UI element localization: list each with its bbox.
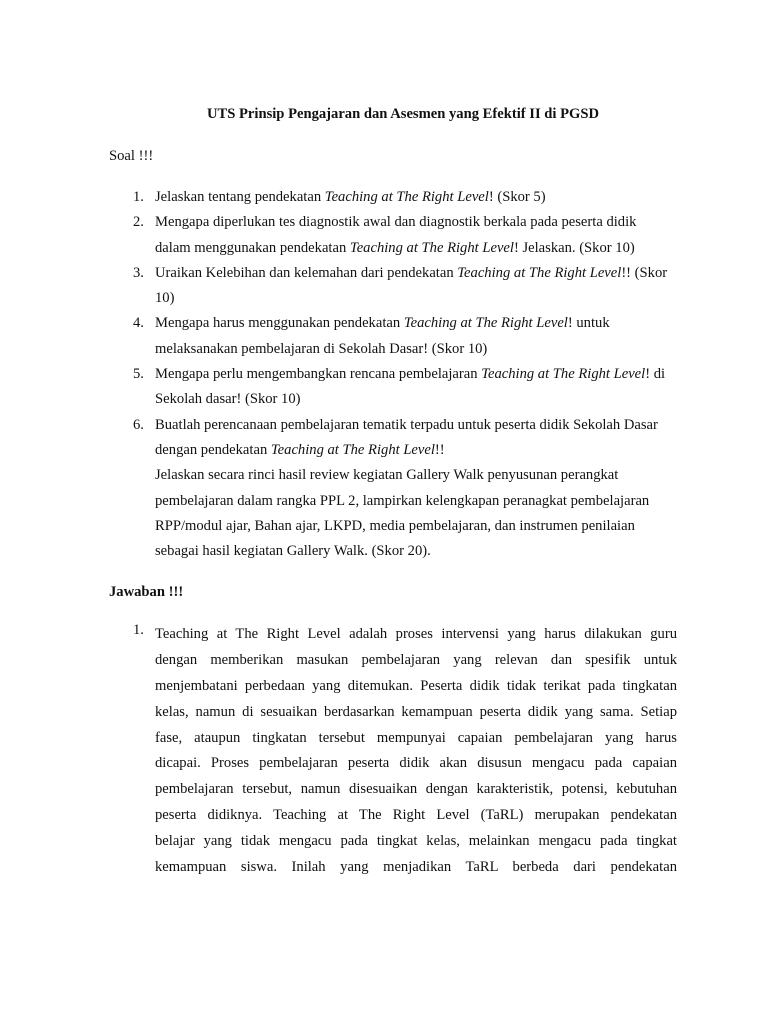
answer-line-text: dicapai. Proses pembelajaran peserta didik akan disusun mengacu pada capaian [155, 755, 677, 772]
question-item [109, 185, 669, 210]
question-italic-text: Teaching at The Right Level [349, 239, 514, 256]
answer-line [155, 855, 677, 881]
question-text-end: ! untuk melaksanakan pembelajaran di Sekolah Dasar! (Skor 10) [155, 315, 610, 357]
answer-line-text: peserta didiknya. Teaching at The Right Level (TaRL) merupakan pendekatan [155, 807, 677, 824]
soal-heading: Soal !!! [109, 148, 154, 164]
question-text: Jelaskan tentang pendekatan [155, 189, 325, 205]
question-text: Mengapa perlu mengembangkan rencana pembelajaran [155, 366, 482, 383]
answer-line [155, 726, 677, 752]
question-number: 4. [133, 315, 144, 332]
question-text-end: ! Jelaskan. (Skor 10) [513, 239, 635, 256]
question-text: Mengapa diperlukan tes diagnostik awal dan diagnostik berkala pada peserta didik dalam menggunakan pendekatan [155, 214, 637, 256]
document-title: UTS Prinsip Pengajaran dan Asesmen yang Efektif II di PGSD [206, 106, 600, 122]
answer-line-text: fase, ataupun tingkatan tersebut mempunyai capaian pembelajaran yang harus [155, 729, 677, 746]
question-text-end: !! [434, 441, 445, 458]
question-number: 3. [133, 264, 144, 281]
question-italic-text: Teaching at The Right Level [481, 366, 646, 383]
answer-list [109, 622, 677, 881]
question-text: Mengapa harus menggunakan pendekatan [155, 315, 404, 332]
question-italic-text: Teaching at The Right Level [403, 315, 568, 332]
answer-number: 1. [133, 622, 144, 638]
answer-line [155, 648, 677, 674]
question-text-end: ! (Skor 5) [488, 189, 546, 205]
answer-line-text: menjembatani perbedaan yang ditemukan. Peserta didik tidak terikat pada tingkatan [155, 677, 677, 694]
question-italic-text: Teaching at The Right Level [324, 189, 489, 205]
question-text-end: ! di Sekolah dasar! (Skor 10) [155, 366, 666, 408]
question-text: Uraikan Kelebihan dan kelemahan dari pendekatan [155, 264, 458, 281]
answer-line-text: Teaching at The Right Level adalah proses intervensi yang harus dilakukan guru [155, 626, 677, 642]
question-item [109, 413, 669, 565]
answer-line [155, 622, 677, 648]
question-number: 5. [133, 366, 144, 383]
question-italic-text: Teaching at The Right Level [270, 441, 435, 458]
question-item [109, 362, 669, 413]
question-text-end: !! (Skor 10) [155, 264, 668, 307]
answer-line-text: kemampuan siswa. Inilah yang menjadikan TaRL berbeda dari pendekatan [155, 859, 677, 876]
question-italic-text: Teaching at The Right Level [457, 264, 622, 281]
question-item [109, 311, 669, 362]
question-number: 1. [133, 189, 144, 205]
question-item [109, 261, 669, 312]
answer-line [155, 700, 677, 726]
question-number: 2. [133, 214, 144, 231]
question-list [109, 185, 669, 564]
question-text: Buatlah perencanaan pembelajaran tematik terpadu untuk peserta didik Sekolah Dasar dengan pendekatan [155, 416, 658, 458]
answer-line-text: kelas, namun di sesuaikan berdasarkan kemampuan peserta didik yang sama. Setiap [155, 703, 677, 720]
answer-line-text: pembelajaran tersebut, namun disesuaikan dengan karakteristik, potensi, kebutuhan [155, 781, 677, 798]
answer-line [155, 674, 677, 700]
answer-line [155, 751, 677, 777]
answer-line [155, 777, 677, 803]
answer-item [109, 622, 677, 881]
question-number: 6. [133, 416, 144, 433]
answer-line [155, 803, 677, 829]
question-item [109, 210, 669, 261]
question-extra-text: Jelaskan secara rinci hasil review kegiatan Gallery Walk penyusunan perangkat pembelajaran dalam rangka PPL 2, lampirkan kelengkapan peranagkat pembelajaran RPP/modul ajar, Bahan ajar, LKPD, media pembelajaran, dan instrumen penilaian sebagai hasil kegiatan Gallery Walk. (Skor 20). [155, 467, 650, 560]
answer-line-text: dengan memberikan masukan pembelajaran yang relevan dan spesifik untuk [155, 651, 677, 668]
answer-line-text: belajar yang tidak mengacu pada tingkat kelas, melainkan mengacu pada tingkat [155, 833, 677, 850]
jawaban-heading: Jawaban !!! [109, 584, 184, 600]
answer-line [155, 829, 677, 855]
